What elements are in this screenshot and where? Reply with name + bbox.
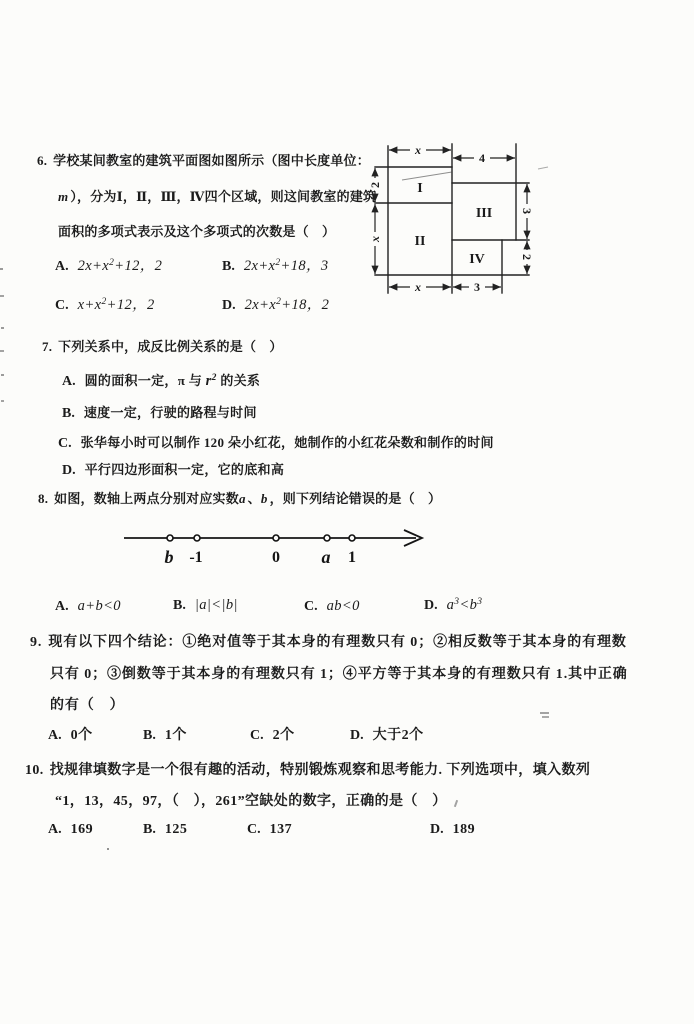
- q8-option-b: [173, 596, 238, 614]
- q8-var-b: b: [260, 491, 268, 506]
- floorplan-outline: [375, 144, 529, 293]
- region-label-4: IV: [469, 252, 485, 267]
- q6-option-c-formula: $x+x^2+12$，2: [77, 297, 155, 313]
- q9-option-b: [143, 724, 187, 744]
- q6-option-a: [55, 254, 162, 275]
- q10-option-a: [48, 820, 93, 838]
- q10-option-d-label: D.: [430, 822, 444, 837]
- q6-number: 6.: [37, 153, 48, 168]
- q7-option-c-text: 张华每小时可以制作 120 朵小红花，她制作的小红花朵数和制作的时间: [80, 435, 494, 450]
- q7-stem: [42, 336, 283, 355]
- q8-stem-text: 如图，数轴上两点分别对应实数a 、b ，则下列结论错误的是（ ）: [54, 491, 442, 506]
- axis-label-b: b: [164, 547, 174, 567]
- q6-floorplan-figure: [366, 136, 552, 300]
- scan-artifact: [540, 712, 549, 714]
- q7-option-d: [62, 459, 284, 479]
- q8-option-c: [304, 597, 360, 615]
- q7-option-a-label: A.: [62, 374, 76, 389]
- q7-option-b-label: B.: [62, 406, 75, 421]
- region-label-2: II: [414, 234, 426, 249]
- q6-option-a-formula: $2x+x^2+12$，2: [77, 258, 163, 274]
- q9-option-b-label: B.: [143, 728, 156, 743]
- scan-artifact: [454, 800, 458, 807]
- floorplan-dimension-lines: [375, 150, 527, 287]
- q6-stem-text1: 学校某间教室的建筑平面图如图所示（图中长度单位：: [53, 153, 370, 168]
- q9-option-a: [48, 724, 93, 744]
- q7-option-b: [62, 402, 257, 422]
- scan-artifact: [0, 295, 4, 297]
- q10-option-b-label: B.: [143, 822, 156, 837]
- axis-label-minus1: -1: [189, 549, 203, 566]
- q6-option-b: [222, 254, 329, 275]
- q6-stem-text2: ），分为Ⅰ，Ⅱ，Ⅲ，Ⅳ四个区域，则这间教室的建筑: [70, 189, 377, 204]
- q6-stem-line2: [58, 186, 376, 205]
- q9-option-d: [350, 724, 424, 744]
- q10-option-d: [430, 820, 475, 838]
- dim-label-top-right: 4: [479, 151, 485, 165]
- q9-option-d-text: 大于2个: [372, 728, 424, 743]
- q8-var-a: a: [238, 491, 246, 506]
- floorplan-scan-artifacts: [402, 167, 548, 180]
- q8-option-c-formula: ab<0: [326, 598, 360, 614]
- q7-option-b-text: 速度一定，行驶的路程与时间: [83, 405, 257, 420]
- q10-option-c-text: 137: [269, 822, 293, 837]
- dim-label-bottom-right: 3: [474, 280, 480, 294]
- q7-option-d-label: D.: [62, 463, 76, 478]
- q7-option-a-text: 圆的面积一定，π 与 $r^2$ 的关系: [84, 373, 261, 389]
- scan-artifact: [1, 400, 4, 402]
- region-label-1: I: [417, 181, 423, 196]
- region-label-3: III: [475, 206, 493, 221]
- q10-stem-line1: [25, 759, 590, 779]
- point-a: [324, 535, 330, 541]
- q8-option-d-label: D.: [424, 598, 438, 613]
- scan-artifact: [0, 350, 4, 352]
- point-minus1: [194, 535, 200, 541]
- q9-stem-line2: 只有 0；③倒数等于其本身的有理数只有 1；④平方等于其本身的有理数只有 1.其中正确: [50, 667, 628, 682]
- dim-label-left-bottom: x: [368, 236, 382, 242]
- q6-stem-line1: [37, 150, 370, 169]
- axis-label-0: 0: [272, 549, 280, 566]
- scan-artifact: [0, 268, 3, 270]
- q9-stem-line3: 的有（ ）: [50, 698, 125, 713]
- q6-option-c: [55, 293, 155, 314]
- q8-numberline-figure: [118, 520, 440, 570]
- q9-stem-line1: [30, 631, 627, 651]
- q10-option-a-label: A.: [48, 822, 62, 837]
- q10-option-a-text: 169: [70, 822, 94, 837]
- q9-option-b-text: 1个: [164, 728, 187, 743]
- q7-number: 7.: [42, 339, 53, 354]
- q10-option-b: [143, 820, 187, 838]
- q9-stem-text1: 现有以下四个结论：①绝对值等于其本身的有理数只有 0；②相反数等于其本身的有理数: [48, 635, 627, 650]
- q6-stem-line3: 面积的多项式表示及这个多项式的次数是（ ）: [58, 224, 336, 239]
- q7-option-c: [58, 432, 494, 452]
- q7-option-d-text: 平行四边形面积一定，它的底和高: [84, 462, 285, 477]
- q10-option-d-text: 189: [452, 822, 476, 837]
- q6-option-b-formula: $2x+x^2+18$，3: [243, 258, 329, 274]
- q8-option-c-label: C.: [304, 599, 318, 614]
- point-1: [349, 535, 355, 541]
- q10-number: 10.: [25, 763, 44, 778]
- q8-option-a: [55, 597, 121, 615]
- scan-artifact: [107, 848, 109, 850]
- q9-option-c-label: C.: [250, 728, 264, 743]
- scan-artifact: [1, 327, 4, 329]
- q8-option-b-label: B.: [173, 598, 186, 613]
- scan-artifact: [542, 716, 549, 718]
- q9-option-a-text: 0个: [70, 728, 93, 743]
- q8-option-d-formula: $a^3<b^3$: [446, 597, 483, 613]
- q9-option-a-label: A.: [48, 728, 62, 743]
- q6-option-c-label: C.: [55, 298, 69, 313]
- q8-option-a-formula: a+b<0: [77, 598, 121, 614]
- q8-option-b-formula: |a|<|b|: [194, 597, 238, 613]
- q8-stem: [38, 488, 441, 507]
- q10-option-b-text: 125: [164, 822, 188, 837]
- q6-option-d: [222, 293, 329, 314]
- axis-label-a: a: [321, 547, 331, 567]
- q9-option-c-text: 2个: [272, 728, 295, 743]
- q9-number: 9.: [30, 635, 43, 650]
- q6-option-a-label: A.: [55, 259, 69, 274]
- scan-artifact: [1, 374, 4, 376]
- point-b: [167, 535, 173, 541]
- q9-option-d-label: D.: [350, 728, 364, 743]
- q6-option-d-label: D.: [222, 298, 236, 313]
- q10-option-c: [247, 820, 292, 838]
- dim-label-left-top: 2: [368, 182, 382, 188]
- q6-option-d-formula: $2x+x^2+18$，2: [244, 297, 330, 313]
- q8-number: 8.: [38, 491, 49, 506]
- q7-stem-text: 下列关系中，成反比例关系的是（ ）: [58, 339, 283, 354]
- dim-label-right-bottom: 2: [520, 254, 534, 260]
- dim-label-right-top: 3: [520, 208, 534, 214]
- q6-option-b-label: B.: [222, 259, 235, 274]
- point-0: [273, 535, 279, 541]
- q8-option-d: [424, 596, 482, 614]
- q7-option-c-label: C.: [58, 436, 72, 451]
- axis-label-1: 1: [348, 549, 356, 566]
- q10-option-c-label: C.: [247, 822, 261, 837]
- q9-option-c: [250, 724, 295, 744]
- dim-label-top-left: x: [415, 143, 421, 157]
- q7-option-a: [62, 370, 260, 390]
- q10-stem-line2: “1，13，45，97，（ ），261”空缺处的数字，正确的是（ ）: [55, 794, 447, 809]
- q6-var-m: m: [58, 189, 69, 204]
- dim-label-bottom-left: x: [415, 280, 421, 294]
- q10-stem-text1: 找规律填数字是一个很有趣的活动，特别锻炼观察和思考能力. 下列选项中，填入数列: [49, 763, 591, 778]
- q8-option-a-label: A.: [55, 599, 69, 614]
